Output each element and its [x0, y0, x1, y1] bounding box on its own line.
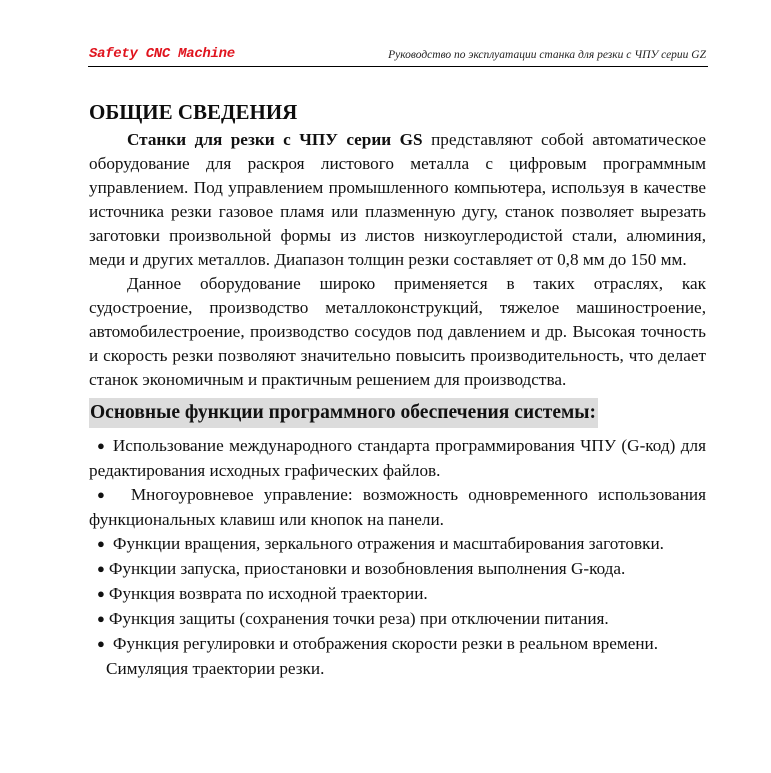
bullet-icon: ● [97, 487, 105, 502]
intro-paragraph [89, 128, 706, 272]
application-paragraph: Данное оборудование широко применяется в таких отраслях, как судостроение, производство металлоконструкций, тяжелое машиностроение, автомобилестроение, производство сосудов под давлением и др. Высокая точность и скорость резки позволяют значительно повысить производительность, что делает станок экономичным и практичным решением для производства. [89, 274, 706, 389]
functions-heading: Основные функции программного обеспечения системы: [89, 398, 598, 428]
list-item-text: Использование международного стандарта программирования ЧПУ (G-код) для редактирования исходных графических файлов. [89, 436, 706, 480]
list-item [89, 483, 706, 532]
intro-text: представляют собой автоматическое оборудование для раскроя листового металла с цифровым программным управлением. Под управлением промышленного компьютера, используя в качестве источника резки газовое пламя или плазменную дугу, станок позволяет вырезать заготовки произвольной формы из листов низкоуглеродистой стали, алюминия, меди и других металлов. Диапазон толщин резки составляет от 0,8 мм до 150 мм. [89, 130, 706, 269]
section-title: ОБЩИЕ СВЕДЕНИЯ [89, 100, 298, 124]
functions-list [89, 434, 706, 681]
document-subtitle: Руководство по эксплуатации станка для резки с ЧПУ серии GZ [388, 49, 706, 61]
bullet-icon: ● [97, 438, 105, 453]
intro-bold-lead: Станки для резки с ЧПУ серии GS [127, 130, 423, 149]
bullet-icon: ● [97, 636, 105, 651]
list-item-text: Функция возврата по исходной траектории. [108, 584, 428, 603]
list-last-line: Симуляция траектории резки. [106, 659, 325, 678]
page-header [88, 44, 708, 67]
list-item [89, 607, 706, 632]
bullet-icon: ● [97, 611, 105, 626]
list-item [89, 632, 706, 657]
bullet-icon: ● [97, 586, 105, 601]
list-item-text: Функция регулировки и отображения скорости резки в реальном времени. [112, 634, 659, 653]
list-item [89, 557, 706, 582]
functions-heading-wrap [89, 398, 706, 428]
list-item [89, 434, 706, 483]
bullet-icon: ● [97, 561, 105, 576]
bullet-icon: ● [97, 536, 105, 551]
list-item [89, 532, 706, 557]
brand-logo-text: Safety CNC Machine [89, 46, 235, 62]
list-item-text: Многоуровневое управление: возможность одновременного использования функциональных клавиш или кнопок на панели. [89, 485, 706, 529]
list-item [89, 582, 706, 607]
list-item-text: Функция защиты (сохранения точки реза) при отключении питания. [108, 609, 609, 628]
list-item-text: Функции запуска, приостановки и возобновления выполнения G-кода. [108, 559, 626, 578]
list-item-text: Функции вращения, зеркального отражения и масштабирования заготовки. [112, 534, 664, 553]
document-body [89, 98, 706, 681]
